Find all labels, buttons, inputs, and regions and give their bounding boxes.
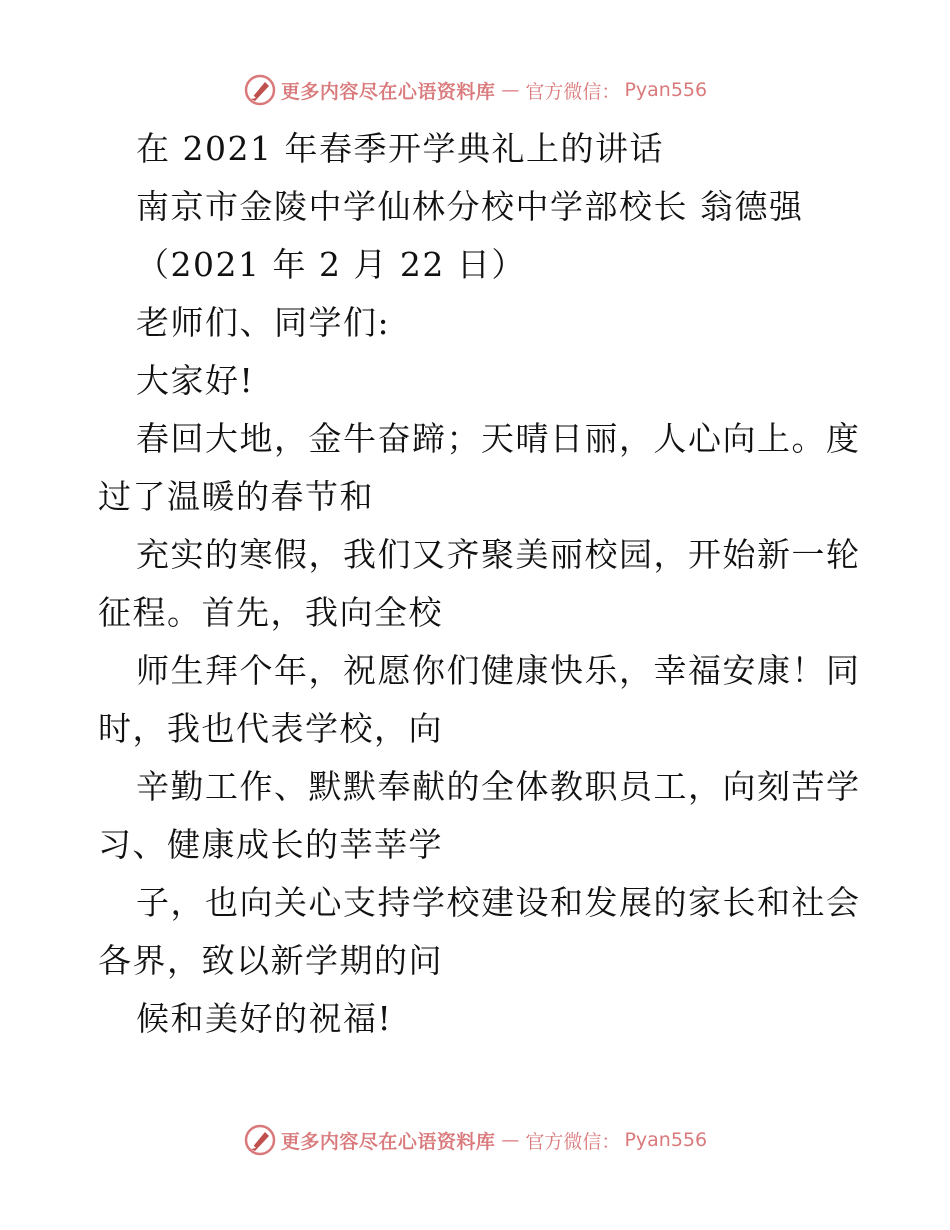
doc-line: 征程。首先，我向全校 [98, 593, 443, 632]
doc-line: 候和美好的祝福! [136, 999, 393, 1038]
doc-line: 辛勤工作、默默奉献的全体教职员工，向刻苦学 [136, 767, 861, 806]
doc-line: （2021 年 2 月 22 日） [136, 245, 526, 284]
header-banner [0, 70, 950, 110]
header-wechat-label: 官方微信： [525, 80, 621, 103]
doc-line: 南京市金陵中学仙林分校中学部校长 翁德强 [136, 187, 804, 226]
footer-banner [0, 1120, 950, 1160]
doc-line: 各界，致以新学期的问 [98, 941, 443, 980]
footer-wechat-label: 官方微信： [525, 1130, 621, 1153]
doc-line: 在 2021 年春季开学典礼上的讲话 [136, 129, 664, 168]
footer-banner-text: 更多内容尽在心语资料库 [280, 1130, 496, 1153]
document-body [98, 120, 861, 1048]
doc-line: 老师们、同学们: [136, 303, 391, 342]
footer-wechat-id: Pyan556 [624, 1129, 708, 1151]
doc-line: 大家好! [136, 361, 255, 400]
header-banner-dash: — [501, 79, 520, 101]
doc-line: 师生拜个年，祝愿你们健康快乐，幸福安康！同 [136, 651, 861, 690]
header-wechat-id: Pyan556 [624, 79, 708, 101]
doc-line: 习、健康成长的莘莘学 [98, 825, 443, 864]
header-banner-text: 更多内容尽在心语资料库 [280, 80, 496, 103]
pen-nib-logo-icon [243, 73, 277, 107]
pen-nib-logo-icon [243, 1123, 277, 1157]
doc-line: 子，也向关心支持学校建设和发展的家长和社会 [136, 883, 861, 922]
doc-line: 春回大地，金牛奋蹄；天晴日丽，人心向上。度 [136, 419, 861, 458]
doc-line: 充实的寒假，我们又齐聚美丽校园，开始新一轮 [136, 535, 861, 574]
doc-line: 时，我也代表学校，向 [98, 709, 443, 748]
footer-banner-dash: — [501, 1129, 520, 1151]
doc-line: 过了温暖的春节和 [98, 477, 374, 516]
